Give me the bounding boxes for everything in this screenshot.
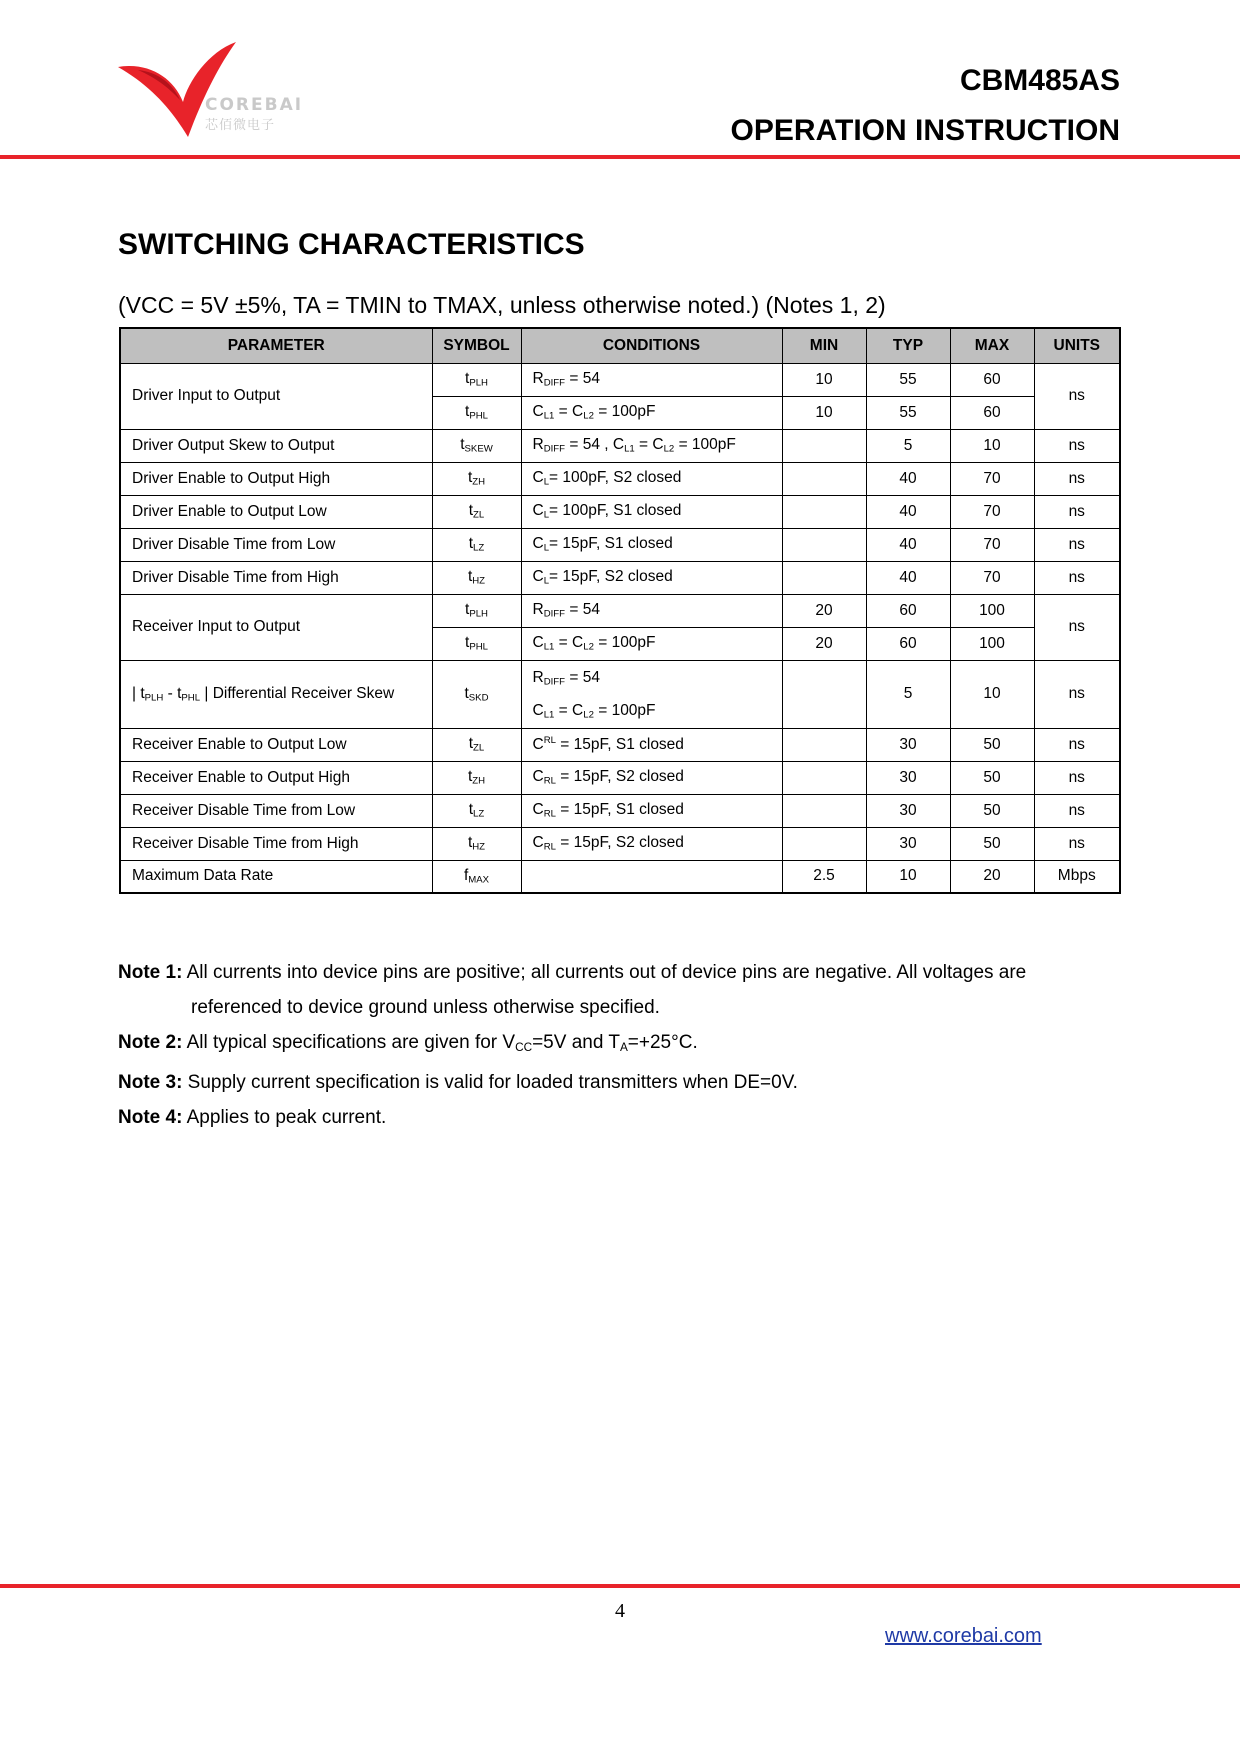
- table-row: [120, 660, 1120, 728]
- switching-characteristics-table: [119, 327, 1121, 894]
- symbol-cell: $t_{ZH}$: [432, 462, 521, 495]
- condition-cell: $C_L= 100pF$, S1 closed: [521, 495, 782, 528]
- symbol-cell: $t_{PHL}$: [432, 396, 521, 429]
- typ-cell: 40: [866, 462, 950, 495]
- typ-cell: 40: [866, 528, 950, 561]
- symbol-cell: $t_{HZ}$: [432, 561, 521, 594]
- condition-cell: $C_L= 15pF$, S2 closed: [521, 561, 782, 594]
- param-cell: Receiver Disable Time from High: [120, 827, 432, 860]
- min-cell: 10: [782, 396, 866, 429]
- footer-rule: [0, 1584, 1240, 1588]
- condition-cell: $R_{DIFF} = 54$: [521, 594, 782, 627]
- max-cell: 70: [950, 462, 1034, 495]
- symbol-cell: $t_{HZ}$: [432, 827, 521, 860]
- document-header: [731, 56, 1120, 156]
- min-cell: [782, 728, 866, 761]
- units-cell: ns: [1034, 495, 1120, 528]
- typ-cell: 30: [866, 827, 950, 860]
- max-cell: 100: [950, 627, 1034, 660]
- max-cell: 50: [950, 728, 1034, 761]
- symbol-cell: $t_{SKEW}$: [432, 429, 521, 462]
- max-cell: 70: [950, 561, 1034, 594]
- min-cell: [782, 462, 866, 495]
- table-row: [120, 495, 1120, 528]
- table-row: [120, 429, 1120, 462]
- max-cell: 10: [950, 660, 1034, 728]
- note-2: Note 2: All typical specifications are given for $V_{CC}=5V$ and $T_A=+25^\circ C$.: [118, 1032, 698, 1054]
- condition-cell: $C^{RL} = 15pF$, S1 closed: [521, 728, 782, 761]
- section-title: SWITCHING CHARACTERISTICS: [118, 228, 585, 261]
- note-1: Note 1: All currents into device pins are positive; all currents out of device pins are negative. All voltages are: [118, 962, 1027, 983]
- param-cell: Driver Disable Time from Low: [120, 528, 432, 561]
- min-cell: 10: [782, 363, 866, 396]
- col-header: UNITS: [1034, 328, 1120, 363]
- symbol-cell: $t_{LZ}$: [432, 528, 521, 561]
- max-cell: 50: [950, 761, 1034, 794]
- condition-cell: $C_{L1} = C_{L2} = 100pF$: [521, 396, 782, 429]
- table-row: [120, 794, 1120, 827]
- table-row: [120, 761, 1120, 794]
- condition-cell: $C_{L1} = C_{L2} = 100pF$: [521, 627, 782, 660]
- table-row: [120, 462, 1120, 495]
- condition-cell: $C_L= 100pF$, S2 closed: [521, 462, 782, 495]
- typ-cell: 30: [866, 794, 950, 827]
- condition-cell: $R_{DIFF} = 54$: [521, 363, 782, 396]
- col-header: MAX: [950, 328, 1034, 363]
- typ-cell: 5: [866, 429, 950, 462]
- symbol-cell: $t_{ZL}$: [432, 495, 521, 528]
- param-cell: Receiver Enable to Output High: [120, 761, 432, 794]
- table-row: [120, 728, 1120, 761]
- test-conditions: (VCC = 5V ±5%, TA = TMIN to TMAX, unless otherwise noted.) (Notes 1, 2): [118, 292, 886, 318]
- max-cell: 70: [950, 528, 1034, 561]
- param-cell: | $t_{PLH} - t_{PHL}$ | Differential Receiver Skew: [120, 660, 432, 728]
- col-header: SYMBOL: [432, 328, 521, 363]
- param-cell: Receiver Disable Time from Low: [120, 794, 432, 827]
- logo-chinese-name: 芯佰微电子: [205, 118, 276, 133]
- condition-cell: $C_{RL} = 15pF$, S1 closed: [521, 794, 782, 827]
- symbol-cell: $t_{ZH}$: [432, 761, 521, 794]
- table-row: [120, 561, 1120, 594]
- typ-cell: 55: [866, 396, 950, 429]
- max-cell: 50: [950, 794, 1034, 827]
- note-4: Note 4: Applies to peak current.: [118, 1106, 387, 1128]
- table-header-row: [120, 328, 1120, 363]
- symbol-cell: $t_{PLH}$: [432, 363, 521, 396]
- units-cell: ns: [1034, 363, 1120, 429]
- max-cell: 60: [950, 363, 1034, 396]
- symbol-cell: $t_{SKD}$: [432, 660, 521, 728]
- typ-cell: 30: [866, 728, 950, 761]
- symbol-cell: $t_{ZL}$: [432, 728, 521, 761]
- col-header: PARAMETER: [120, 328, 432, 363]
- typ-cell: 5: [866, 660, 950, 728]
- col-header: MIN: [782, 328, 866, 363]
- notes: [118, 955, 1118, 1135]
- min-cell: [782, 660, 866, 728]
- param-cell: Receiver Enable to Output Low: [120, 728, 432, 761]
- max-cell: 70: [950, 495, 1034, 528]
- units-cell: ns: [1034, 528, 1120, 561]
- condition-cell: $C_L= 15pF$, S1 closed: [521, 528, 782, 561]
- units-cell: ns: [1034, 429, 1120, 462]
- min-cell: [782, 429, 866, 462]
- condition-cell: $R_{DIFF} = 54$ $C_{L1} = C_{L2} = 100pF$: [521, 660, 782, 728]
- param-cell: Maximum Data Rate: [120, 860, 432, 893]
- condition-cell: $C_{RL} = 15pF$, S2 closed: [521, 827, 782, 860]
- param-cell: Driver Disable Time from High: [120, 561, 432, 594]
- condition-cell: $C_{RL} = 15pF$, S2 closed: [521, 761, 782, 794]
- document-title: OPERATION INSTRUCTION: [730, 114, 1120, 147]
- max-cell: 50: [950, 827, 1034, 860]
- condition-cell: $R_{DIFF} = 54$ , $C_{L1} = C_{L2} = 100pF$: [521, 429, 782, 462]
- units-cell: ns: [1034, 761, 1120, 794]
- min-cell: [782, 528, 866, 561]
- typ-cell: 60: [866, 627, 950, 660]
- symbol-cell: $t_{LZ}$: [432, 794, 521, 827]
- table-row: [120, 860, 1120, 893]
- min-cell: 20: [782, 594, 866, 627]
- typ-cell: 40: [866, 561, 950, 594]
- note-1-continued: referenced to device ground unless otherwise specified.: [191, 997, 660, 1018]
- min-cell: [782, 794, 866, 827]
- units-cell: ns: [1034, 794, 1120, 827]
- units-cell: ns: [1034, 462, 1120, 495]
- param-cell: Driver Input to Output: [120, 363, 432, 429]
- min-cell: [782, 827, 866, 860]
- min-cell: 20: [782, 627, 866, 660]
- param-cell: Driver Enable to Output High: [120, 462, 432, 495]
- max-cell: 100: [950, 594, 1034, 627]
- website-link[interactable]: www.corebai.com: [885, 1625, 1042, 1647]
- col-header: TYP: [866, 328, 950, 363]
- page-number: 4: [615, 1600, 625, 1622]
- min-cell: 2.5: [782, 860, 866, 893]
- units-cell: ns: [1034, 561, 1120, 594]
- logo-wordmark: COREBAI: [205, 95, 304, 115]
- table-row: [120, 827, 1120, 860]
- units-cell: ns: [1034, 728, 1120, 761]
- max-cell: 60: [950, 396, 1034, 429]
- table-row: [120, 594, 1120, 627]
- symbol-cell: $t_{PLH}$: [432, 594, 521, 627]
- max-cell: 20: [950, 860, 1034, 893]
- typ-cell: 10: [866, 860, 950, 893]
- part-number: CBM485AS: [959, 64, 1120, 97]
- units-cell: ns: [1034, 594, 1120, 660]
- condition-cell: [521, 860, 782, 893]
- typ-cell: 55: [866, 363, 950, 396]
- min-cell: [782, 495, 866, 528]
- max-cell: 10: [950, 429, 1034, 462]
- header-rule: [0, 155, 1240, 159]
- min-cell: [782, 561, 866, 594]
- typ-cell: 30: [866, 761, 950, 794]
- symbol-cell: $f_{MAX}$: [432, 860, 521, 893]
- units-cell: ns: [1034, 660, 1120, 728]
- units-cell: Mbps: [1034, 860, 1120, 893]
- symbol-cell: $t_{PHL}$: [432, 627, 521, 660]
- typ-cell: 60: [866, 594, 950, 627]
- table-row: [120, 528, 1120, 561]
- col-header: CONDITIONS: [521, 328, 782, 363]
- table-row: [120, 363, 1120, 396]
- param-cell: Receiver Input to Output: [120, 594, 432, 660]
- units-cell: ns: [1034, 827, 1120, 860]
- note-3: Note 3: Supply current specification is valid for loaded transmitters when DE=0V.: [118, 1071, 798, 1093]
- min-cell: [782, 761, 866, 794]
- param-cell: Driver Enable to Output Low: [120, 495, 432, 528]
- typ-cell: 40: [866, 495, 950, 528]
- param-cell: Driver Output Skew to Output: [120, 429, 432, 462]
